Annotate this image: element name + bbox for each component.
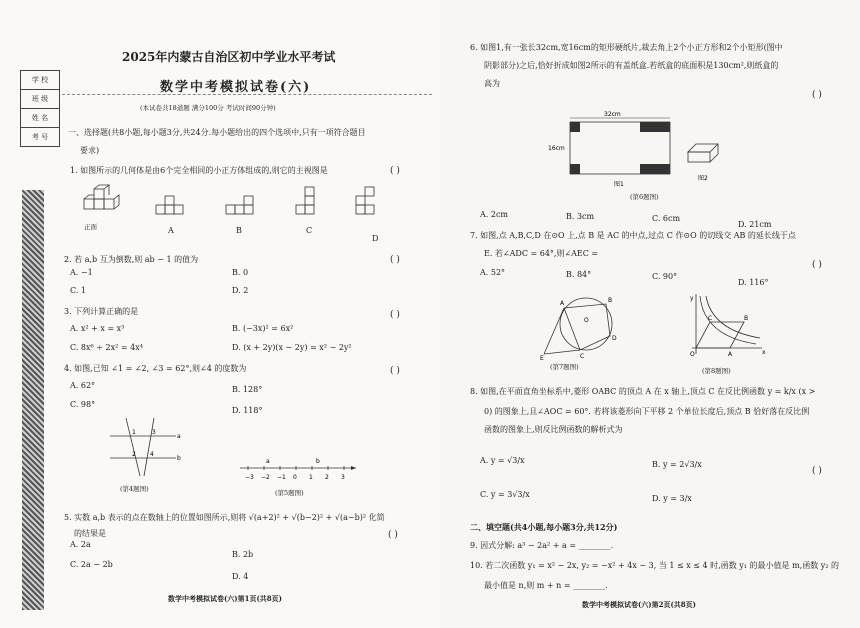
q4-fig-label-1: 1: [132, 429, 136, 436]
question-6-line3: 高为: [484, 79, 500, 88]
q8-label-c: C: [708, 315, 713, 322]
info-number: 考 号: [21, 128, 60, 147]
q4-option-b: B. 128°: [232, 385, 263, 394]
q1-figures: [78, 185, 408, 235]
q5-option-b: B. 2b: [232, 550, 254, 559]
q4-figure: [110, 418, 180, 478]
q4-option-a: A. 62°: [70, 381, 96, 390]
q8-label-a: A: [728, 351, 733, 358]
numberline-tick-label: 1: [309, 474, 313, 481]
left-footer: 数学中考模拟试卷(六)第1页(共8页): [168, 594, 282, 603]
section1-heading: 一、选择题(共8小题,每小题3分,共24分.每小题给出的四个选项中,只有一项符合题目: [68, 128, 366, 137]
question-2: 2. 若 a,b 互为倒数,则 ab − 1 的值为: [64, 255, 199, 264]
info-school: 学 校: [21, 71, 60, 90]
q4-fig-label-4: 4: [150, 451, 154, 458]
q6-figure: [548, 108, 720, 188]
q6-caption: (第6题图): [630, 193, 659, 201]
q2-option-a: A. −1: [70, 268, 93, 277]
q6-option-a: A. 2cm: [480, 210, 509, 219]
section1-heading-cont: 要求): [80, 146, 100, 155]
question-8-line2: 0) 的图象上,且∠AOC = 60°. 若将该菱形向下平移 2 个单位长度后,顶点 B 恰好落在反比例: [484, 407, 810, 416]
answer-paren-1: ( ): [390, 166, 400, 176]
q1-label-b: B: [236, 226, 242, 235]
binding-strip: [22, 190, 44, 610]
question-10-line2: 最小值是 n,则 m + n = ________.: [484, 581, 608, 590]
answer-paren-6: ( ): [812, 90, 822, 100]
q8-option-a: A. y = √3/x: [480, 456, 525, 465]
q6-corner-square: [570, 122, 580, 132]
q6-option-c: C. 6cm: [652, 214, 681, 223]
exam-subtitle: 数学中考模拟试卷(六): [160, 80, 312, 95]
q5-caption: (第5题图): [275, 489, 304, 497]
info-name: 姓 名: [21, 109, 60, 128]
question-8-line3: 函数的图象上,则反比例函数的解析式为: [484, 425, 623, 434]
q6-corner-square: [570, 164, 580, 174]
q7-option-a: A. 52°: [480, 268, 506, 277]
answer-paren-2: ( ): [390, 255, 400, 265]
question-4: 4. 如图,已知 ∠1 = ∠2, ∠3 = 62°,则∠4 的度数为: [64, 364, 247, 373]
numberline-tick-label: 2: [325, 474, 329, 481]
q6-option-d: D. 21cm: [738, 220, 772, 229]
numberline-label-a: a: [266, 458, 270, 465]
q3-option-d: D. (x + 2y)(x − 2y) = x² − 2y²: [232, 343, 352, 352]
question-7-line2: E. 若∠ADC = 64°,则∠AEC =: [484, 249, 599, 258]
numberline-tick-label: −1: [277, 474, 286, 481]
q7-figure: [540, 290, 620, 360]
numberline-tick-label: −2: [261, 474, 270, 481]
q6-corner-rect: [640, 122, 670, 132]
q1-label-front: 正面: [84, 223, 97, 231]
q5-numberline: [240, 458, 360, 482]
q6-corner-rect: [640, 164, 670, 174]
exam-meta: (本试卷共18道题 满分100分 考试时间90分钟): [140, 104, 276, 112]
question-1: 1. 如图所示的几何体是由6个完全相同的小正方体组成的,则它的主视图是: [70, 166, 328, 175]
q7-option-b: B. 84°: [566, 270, 592, 279]
q5-option-c: C. 2a − 2b: [70, 560, 113, 569]
q8-caption: (第8题图): [702, 367, 731, 375]
q2-option-d: D. 2: [232, 286, 249, 295]
q8-option-d: D. y = 3/x: [652, 494, 692, 503]
question-5: 5. 实数 a,b 表示的点在数轴上的位置如图所示,则将 √(a+2)² + √(b−2)² + √(a−b)² 化简: [64, 513, 385, 522]
q8-option-b: B. y = 2√3/x: [652, 460, 702, 469]
question-5-cont: 的结果是: [74, 529, 106, 538]
q4-option-c: C. 98°: [70, 400, 96, 409]
q6-dim-height: 16cm: [548, 145, 565, 152]
info-class: 班 级: [21, 90, 60, 109]
q7-label-o: O: [584, 317, 589, 324]
q4-fig-label-3: 3: [152, 429, 156, 436]
q8-option-c: C. y = 3√3/x: [480, 490, 530, 499]
q7-label-c: C: [580, 353, 585, 360]
q8-label-y: y: [690, 295, 694, 302]
q7-label-d: D: [612, 335, 617, 342]
q7-label-a: A: [560, 300, 565, 307]
question-3: 3. 下列计算正确的是: [64, 307, 139, 316]
q5-option-d: D. 4: [232, 572, 249, 581]
q6-dim-width: 32cm: [604, 111, 621, 118]
q3-option-a: A. x² + x = x³: [70, 324, 125, 333]
q6-fig1-label: 图1: [614, 181, 624, 188]
q4-fig-label-b: b: [177, 455, 181, 462]
answer-paren-3: ( ): [390, 310, 400, 320]
exam-title: 2025年内蒙古自治区初中学业水平考试: [122, 50, 336, 64]
q1-solid: [84, 185, 119, 209]
q2-option-c: C. 1: [70, 286, 87, 295]
q8-figure: [686, 292, 766, 358]
q4-caption: (第4题图): [120, 485, 149, 493]
numberline-tick-label: 0: [293, 474, 297, 481]
q3-option-c: C. 8x⁶ ÷ 2x² = 4x⁴: [70, 343, 143, 352]
student-info-table: [20, 70, 60, 147]
question-7: 7. 如图,点 A,B,C,D 在⊙O 上,点 B 是 AC 的中点,过点 C 作⊙O 的切线交 AB 的延长线于点: [470, 231, 796, 240]
q4-fig-label-2: 2: [132, 451, 136, 458]
question-9: 9. 因式分解: a³ − 2a² + a = ________.: [470, 541, 614, 550]
q7-label-b: B: [608, 297, 613, 304]
question-6-line2: 阴影部分)之后,恰好折成如图2所示的有盖纸盒.若纸盒的底面积是130cm²,则纸盒的: [484, 61, 779, 70]
q6-box: [688, 144, 718, 162]
numberline-tick-label: −3: [245, 474, 254, 481]
q7-caption: (第7题图): [550, 363, 579, 371]
q8-label-o: O: [690, 351, 695, 358]
q7-label-e: E: [540, 355, 544, 362]
q2-option-b: B. 0: [232, 268, 249, 277]
q1-label-c: C: [306, 226, 313, 235]
question-6: 6. 如图1,有一张长32cm,宽16cm的矩形硬纸片,裁去角上2个小正方形和2个小矩形(图中: [470, 43, 783, 52]
q4-option-d: D. 118°: [232, 406, 263, 415]
numberline-label-b: b: [316, 458, 320, 465]
question-8: 8. 如图,在平面直角坐标系中,菱形 OABC 的顶点 A 在 x 轴上,顶点 C 在反比例函数 y = k/x (x >: [470, 387, 816, 396]
answer-paren-8: ( ): [812, 466, 822, 476]
q3-option-b: B. (−3x)² = 6x²: [232, 324, 294, 333]
q6-option-b: B. 3cm: [566, 212, 595, 221]
section2-heading: 二、填空题(共4小题,每小题3分,共12分): [470, 522, 618, 532]
right-page: [440, 0, 860, 628]
answer-paren-4: ( ): [390, 366, 400, 376]
q6-fig2-label: 图2: [698, 175, 708, 182]
question-10: 10. 若二次函数 y₁ = x² − 2x, y₂ = −x² + 4x − 3, 当 1 ≤ x ≤ 4 时,函数 y₁ 的最小值是 m,函数 y₂ 的: [470, 561, 840, 570]
q1-label-d: D: [372, 234, 379, 243]
answer-paren-7: ( ): [812, 260, 822, 270]
q7-option-c: C. 90°: [652, 272, 678, 281]
answer-paren-5: ( ): [388, 530, 398, 540]
q4-fig-label-a: a: [177, 433, 181, 440]
numberline-tick-label: 3: [341, 474, 345, 481]
q5-option-a: A. 2a: [70, 540, 91, 549]
right-footer: 数学中考模拟试卷(六)第2页(共8页): [582, 600, 696, 609]
q8-label-x: x: [762, 349, 766, 356]
q7-option-d: D. 116°: [738, 278, 769, 287]
q8-label-b: B: [744, 315, 749, 322]
q1-label-a: A: [168, 226, 174, 235]
